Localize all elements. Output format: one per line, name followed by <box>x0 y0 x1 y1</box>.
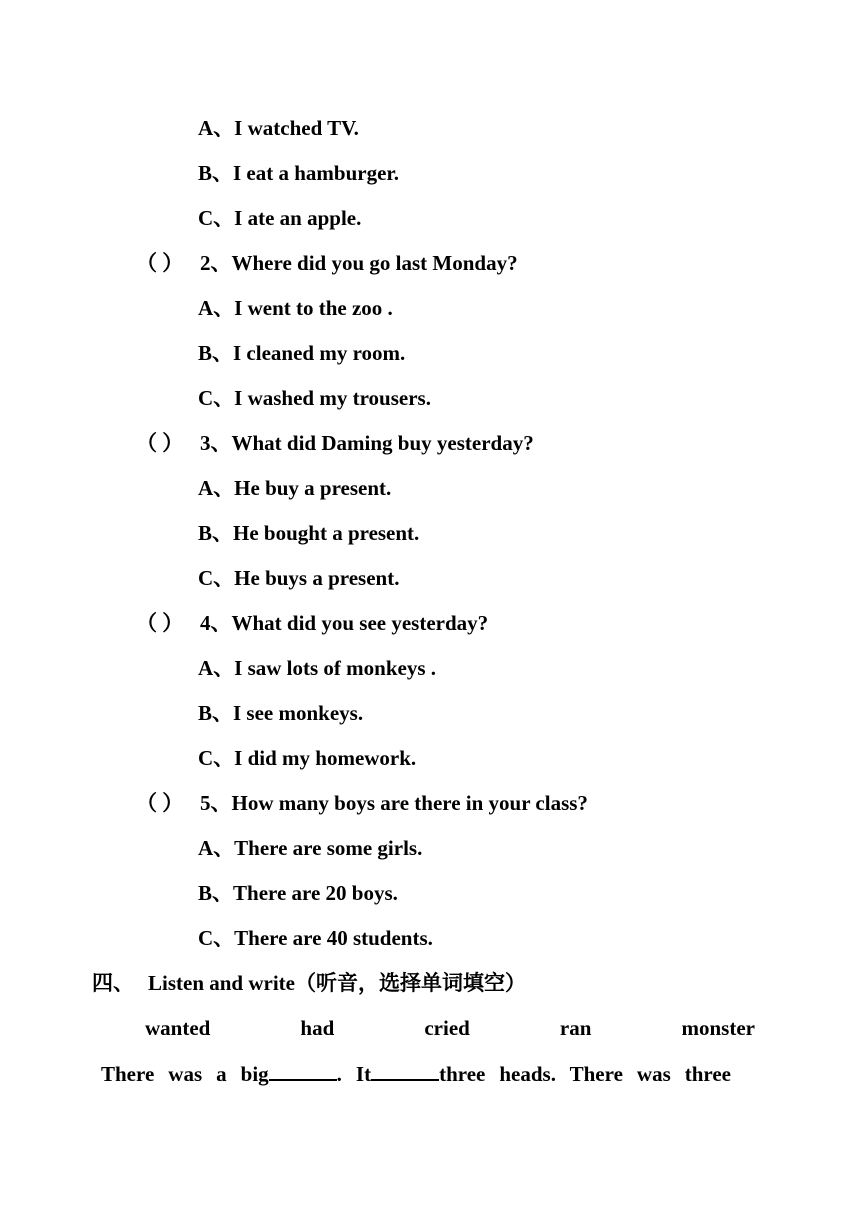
passage-line-1 <box>101 1059 731 1088</box>
q3-option-b: B、He bought a present. <box>198 521 420 545</box>
word-bank-item: monster <box>681 1016 755 1040</box>
section-number: 四、 <box>92 971 134 995</box>
q2-option-a: A、I went to the zoo . <box>198 296 393 320</box>
q1-option-b: B、I eat a hamburger. <box>198 161 400 185</box>
question-2 <box>136 249 518 277</box>
question-4 <box>136 609 488 637</box>
section-title: Listen and write（听音，选择单词填空） <box>148 971 526 995</box>
question-text: 2、Where did you go last Monday? <box>200 251 518 275</box>
q4-option-c: C、I did my homework. <box>198 746 417 770</box>
question-text: 5、How many boys are there in your class? <box>200 791 588 815</box>
passage-text: . It <box>336 1062 372 1086</box>
q4-option-b: B、I see monkeys. <box>198 701 364 725</box>
q2-option-c: C、I washed my trousers. <box>198 386 431 410</box>
fill-blank-2[interactable] <box>371 1059 439 1081</box>
answer-bracket: （ ） <box>136 431 184 455</box>
word-bank-item: cried <box>424 1016 470 1040</box>
question-text: 3、What did Daming buy yesterday? <box>200 431 534 455</box>
word-bank <box>145 1014 755 1042</box>
word-bank-item: wanted <box>145 1016 211 1040</box>
q3-option-c: C、He buys a present. <box>198 566 400 590</box>
q5-option-b: B、There are 20 boys. <box>198 881 398 905</box>
answer-bracket: （ ） <box>136 251 184 275</box>
question-text: 4、What did you see yesterday? <box>200 611 489 635</box>
question-5 <box>136 789 588 817</box>
fill-blank-1[interactable] <box>269 1059 337 1081</box>
q4-option-a: A、I saw lots of monkeys . <box>198 656 437 680</box>
section-4-heading <box>92 969 526 997</box>
q3-option-a: A、He buy a present. <box>198 476 392 500</box>
q1-option-a: A、I watched TV. <box>198 116 359 140</box>
q2-option-b: B、I cleaned my room. <box>198 341 406 365</box>
q1-option-c: C、I ate an apple. <box>198 206 362 230</box>
q5-option-a: A、There are some girls. <box>198 836 423 860</box>
passage-text: three heads. There was three <box>439 1062 732 1086</box>
word-bank-item: had <box>300 1016 335 1040</box>
answer-bracket: （ ） <box>136 611 184 635</box>
q5-option-c: C、There are 40 students. <box>198 926 433 950</box>
answer-bracket: （ ） <box>136 791 184 815</box>
word-bank-item: ran <box>559 1016 592 1040</box>
passage-text: There was a big <box>101 1062 269 1086</box>
question-3 <box>136 429 534 457</box>
